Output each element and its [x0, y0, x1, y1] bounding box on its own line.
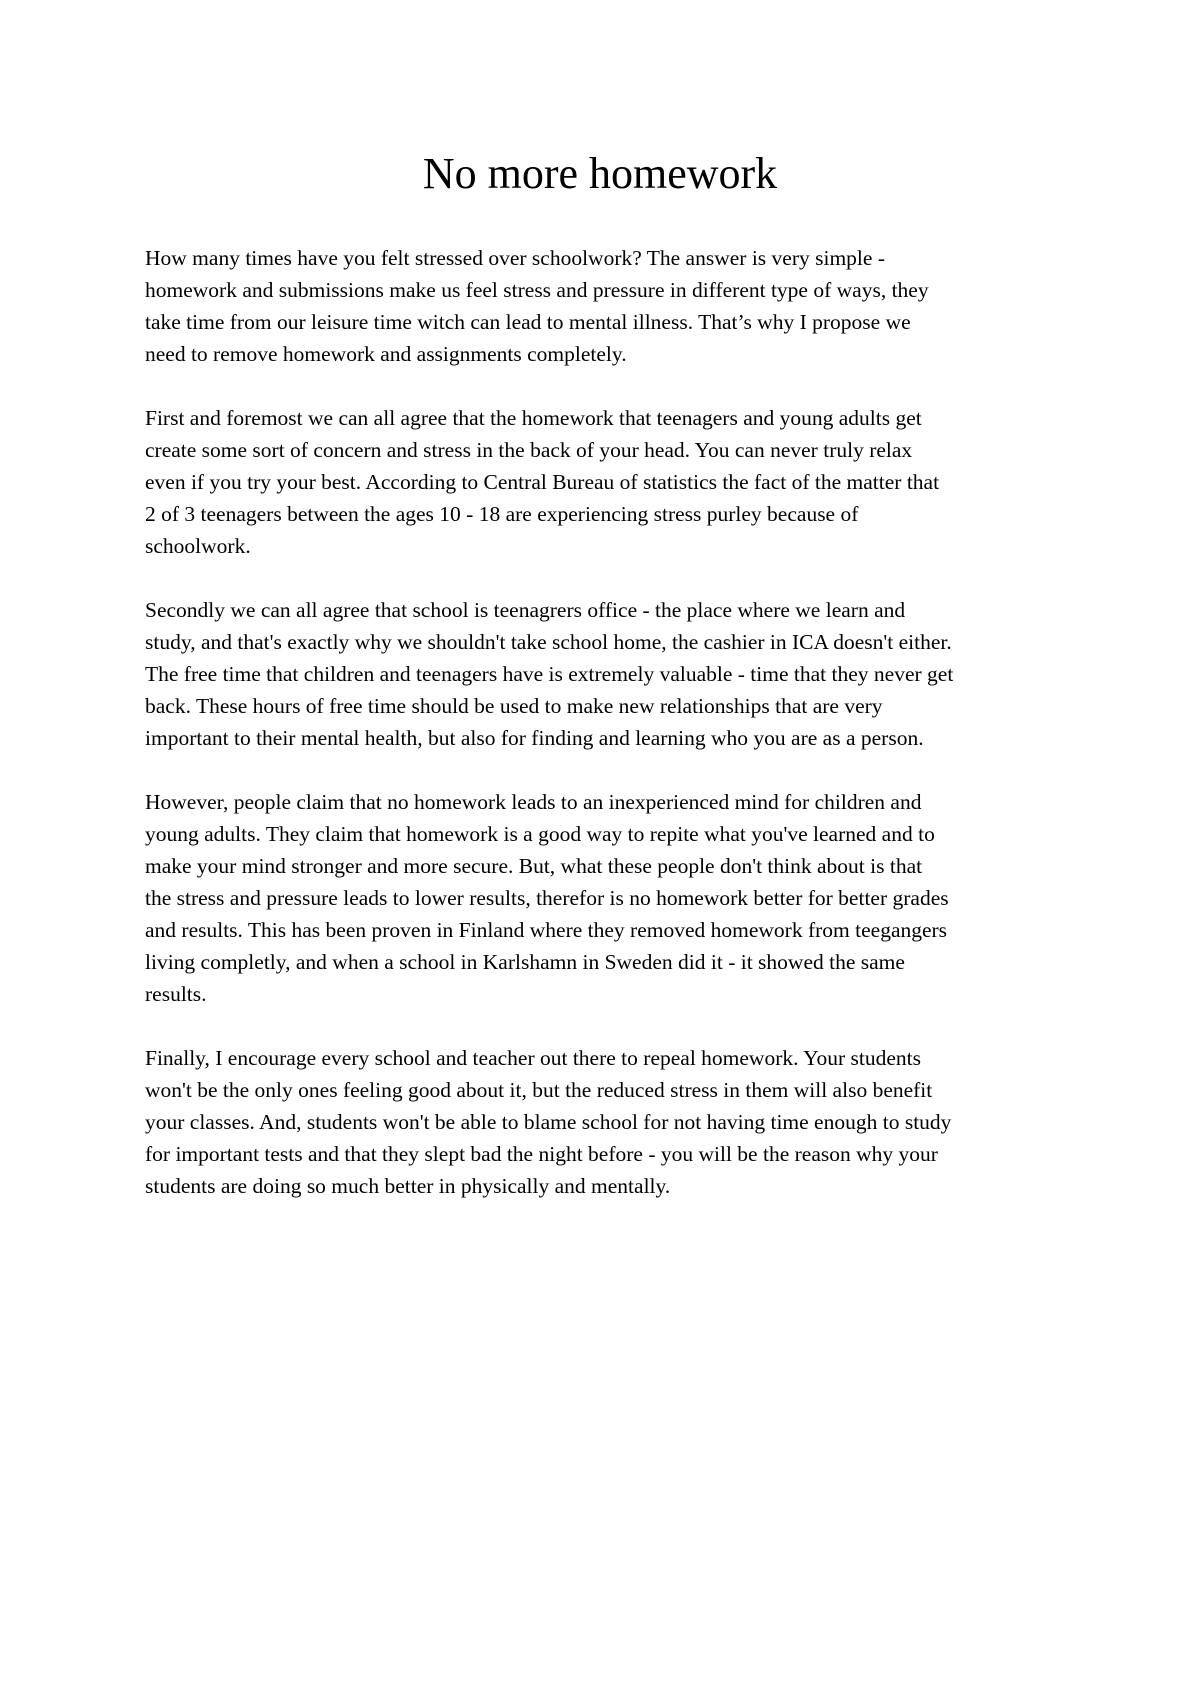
paragraph-5-line-2: won't be the only ones feeling good about it, but the reduced stress in them will also benefit — [145, 1078, 933, 1102]
page-title: No more homework — [422, 149, 778, 198]
paragraph-4-line-1: However, people claim that no homework leads to an inexperienced mind for children and — [145, 790, 922, 814]
paragraph-4-line-6: living completly, and when a school in Karlshamn in Sweden did it - it showed the same — [145, 950, 905, 974]
paragraph-2-line-1: First and foremost we can all agree that the homework that teenagers and young adults get — [145, 406, 922, 430]
paragraph-2-line-3: even if you try your best. According to Central Bureau of statistics the fact of the matter that — [145, 470, 940, 494]
paragraph-2-line-2: create some sort of concern and stress in the back of your head. You can never truly relax — [145, 438, 913, 462]
paragraph-5-line-5: students are doing so much better in physically and mentally. — [145, 1174, 671, 1198]
paragraph-2-line-5: schoolwork. — [145, 534, 251, 558]
paragraph-4-line-4: the stress and pressure leads to lower results, therefor is no homework better for better grades — [145, 886, 949, 910]
paragraph-4-line-5: and results. This has been proven in Finland where they removed homework from teegangers — [145, 918, 948, 942]
paragraph-5-line-1: Finally, I encourage every school and teacher out there to repeal homework. Your students — [145, 1046, 921, 1070]
paragraph-3-line-2: study, and that's exactly why we shouldn't take school home, the cashier in ICA doesn't either. — [145, 630, 952, 654]
paragraph-4-line-2: young adults. They claim that homework is a good way to repite what you've learned and to — [145, 822, 935, 846]
paragraph-3-line-3: The free time that children and teenagers have is extremely valuable - time that they never get — [145, 662, 954, 686]
paragraph-4-line-7: results. — [145, 982, 207, 1006]
paragraph-2-line-4: 2 of 3 teenagers between the ages 10 - 18 are experiencing stress purley because of — [145, 502, 859, 526]
paragraph-1-line-4: need to remove homework and assignments completely. — [145, 342, 627, 366]
paragraph-3-line-5: important to their mental health, but also for finding and learning who you are as a person. — [145, 726, 924, 750]
paragraph-5-line-3: your classes. And, students won't be able to blame school for not having time enough to study — [145, 1110, 952, 1134]
paragraph-1-line-2: homework and submissions make us feel stress and pressure in different type of ways, they — [145, 278, 929, 302]
paragraph-5-line-4: for important tests and that they slept bad the night before - you will be the reason why your — [145, 1142, 938, 1166]
paragraph-3-line-1: Secondly we can all agree that school is teenagrers office - the place where we learn and — [145, 598, 906, 622]
paragraph-1-line-1: How many times have you felt stressed over schoolwork? The answer is very simple - — [145, 246, 885, 270]
paragraph-4-line-3: make your mind stronger and more secure. But, what these people don't think about is that — [145, 854, 923, 878]
paragraph-1-line-3: take time from our leisure time witch can lead to mental illness. That’s why I propose we — [145, 310, 911, 334]
paragraph-3-line-4: back. These hours of free time should be used to make new relationships that are very — [145, 694, 883, 718]
